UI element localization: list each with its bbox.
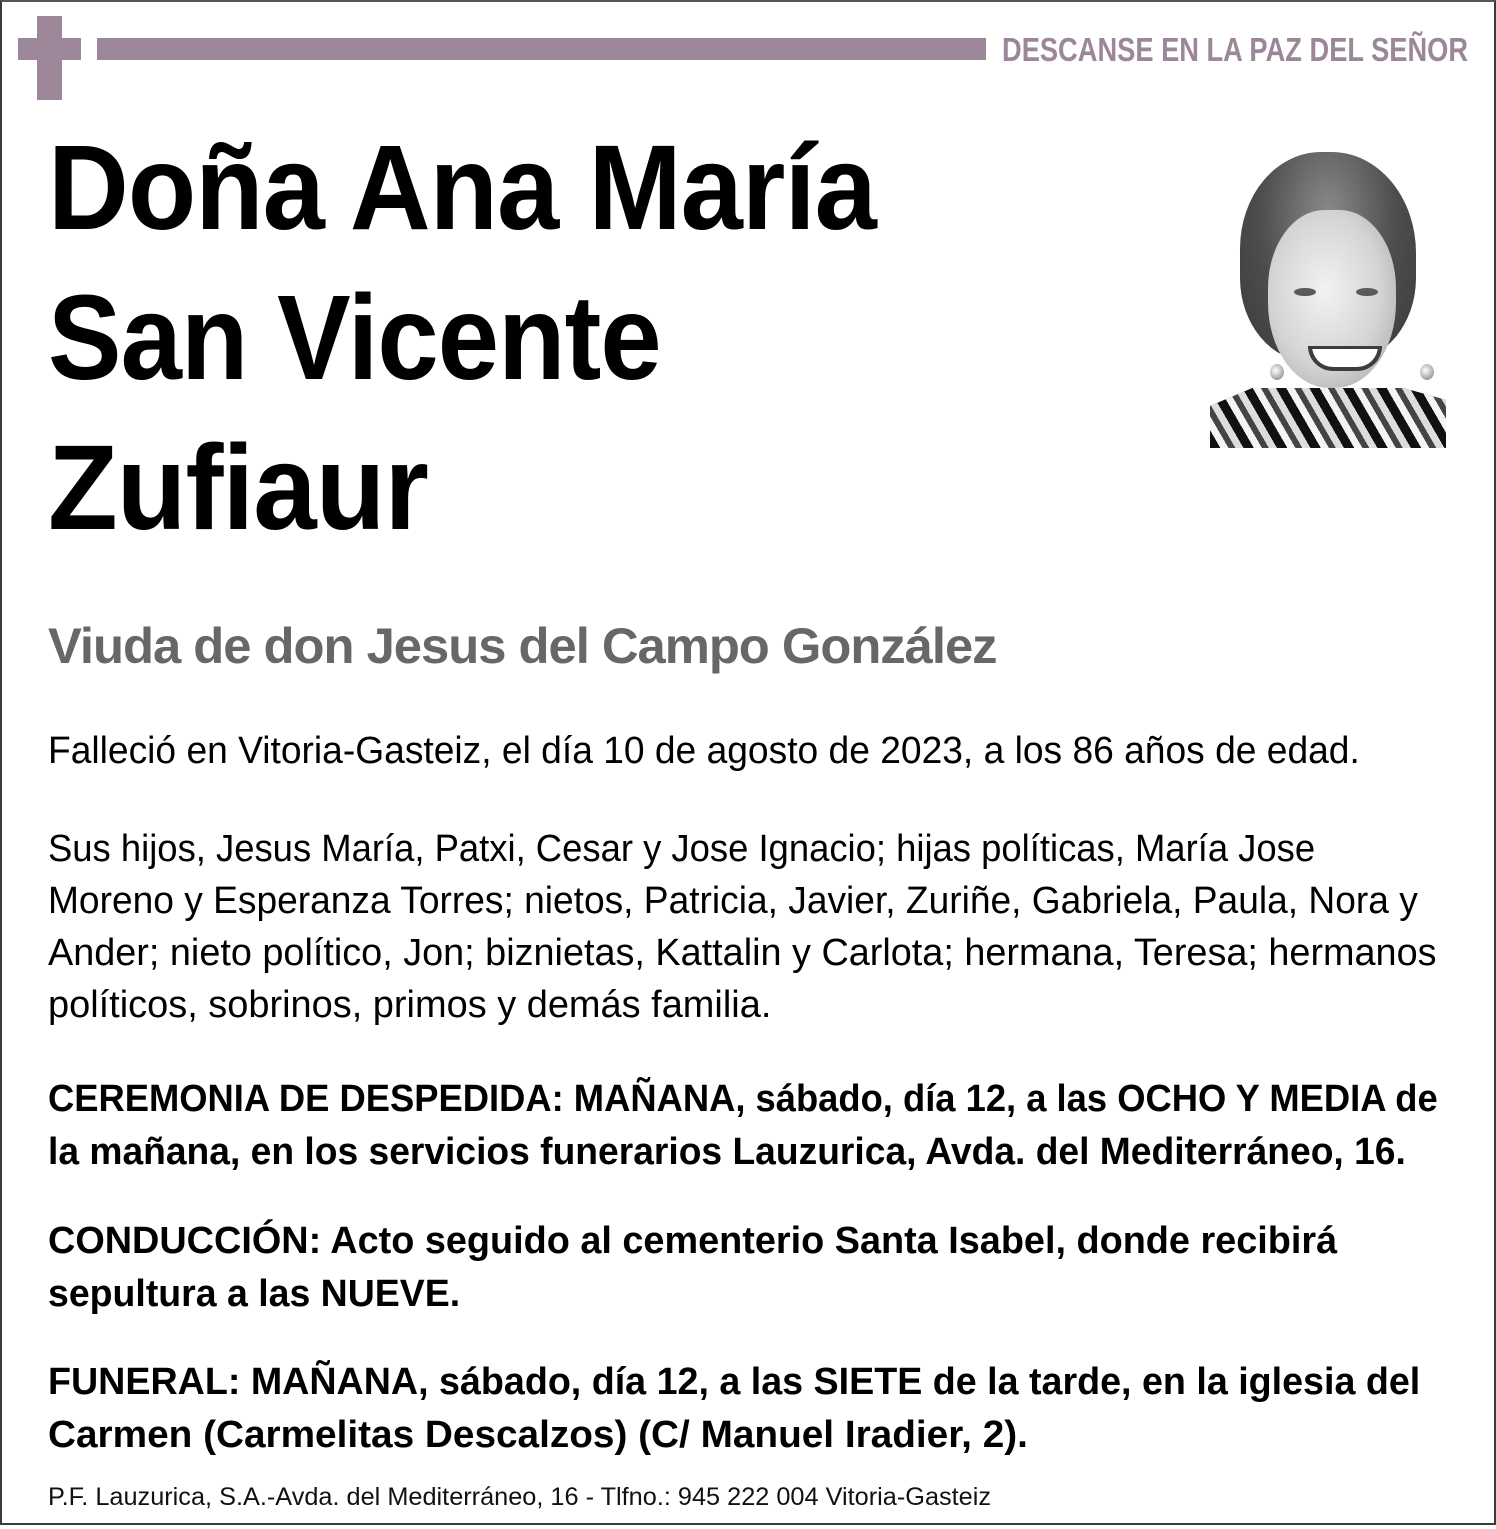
portrait-photo <box>1210 148 1446 448</box>
ceremony-line-1: CEREMONIA DE DESPEDIDA: MAÑANA, sábado, día 12, a las OCHO Y MEDIA de <box>48 1078 1438 1120</box>
widow-subtitle: Viuda de don Jesus del Campo González <box>48 618 997 674</box>
photo-blouse <box>1210 388 1446 448</box>
conduction-line-2: sepultura a las NUEVE. <box>48 1273 461 1315</box>
family-line-4: políticos, sobrinos, primos y demás familia. <box>48 984 772 1026</box>
ceremony-line-2: la mañana, en los servicios funerarios Lauzurica, Avda. del Mediterráneo, 16. <box>48 1131 1406 1173</box>
name-line-3: Zufiaur <box>48 419 429 555</box>
family-line-1: Sus hijos, Jesus María, Patxi, Cesar y Jose Ignacio; hijas políticas, María Jose <box>48 828 1316 870</box>
funeral-line-2: Carmen (Carmelitas Descalzos) (C/ Manuel Iradier, 2). <box>48 1414 1028 1456</box>
cross-horizontal-bar <box>18 38 81 60</box>
name-line-2: San Vicente <box>48 269 661 405</box>
photo-earring-right <box>1420 364 1434 380</box>
photo-eye-right <box>1356 288 1378 296</box>
funeral-home-footer: P.F. Lauzurica, S.A.-Avda. del Mediterráneo, 16 - Tlfno.: 945 222 004 Vitoria-Gasteiz <box>48 1483 992 1511</box>
death-notice-line-1: Falleció en Vitoria-Gasteiz, el día 10 de agosto de 2023, a los 86 años de edad. <box>48 730 1360 772</box>
photo-eye-left <box>1294 288 1316 296</box>
family-line-2: Moreno y Esperanza Torres; nietos, Patricia, Javier, Zuriñe, Gabriela, Paula, Nora y <box>48 880 1418 922</box>
header-divider-bar <box>97 38 986 60</box>
conduction-line-1: CONDUCCIÓN: Acto seguido al cementerio Santa Isabel, donde recibirá <box>48 1220 1338 1262</box>
tagline: DESCANSE EN LA PAZ DEL SEÑOR <box>1002 31 1469 68</box>
funeral-line-1: FUNERAL: MAÑANA, sábado, día 12, a las SIETE de la tarde, en la iglesia del <box>48 1361 1421 1403</box>
name-line-1: Doña Ana María <box>48 119 876 255</box>
photo-earring-left <box>1270 364 1284 380</box>
family-line-3: Ander; nieto político, Jon; biznietas, Kattalin y Carlota; hermana, Teresa; hermanos <box>48 932 1437 974</box>
